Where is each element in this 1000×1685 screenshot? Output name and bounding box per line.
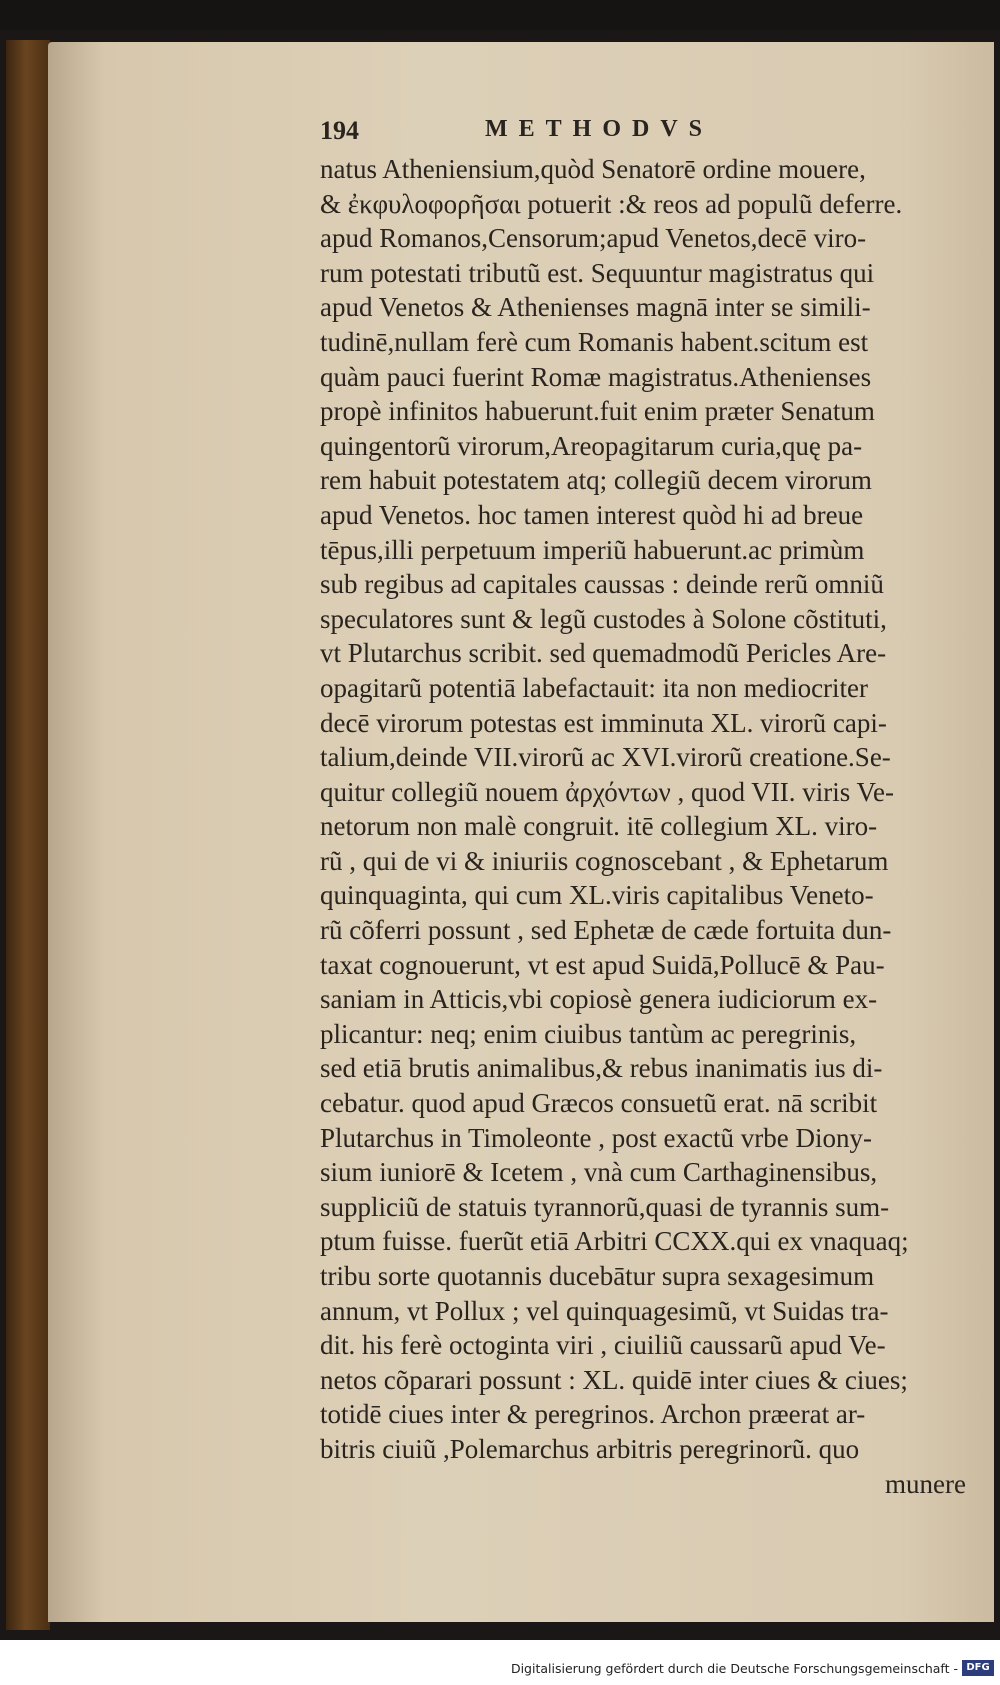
text-line: tēpus,illi perpetuum imperiũ habuerunt.ac primùm: [320, 534, 865, 565]
text-line: bitris ciuiũ ,Polemarchus arbitris peregrinorũ. quo: [320, 1433, 860, 1464]
text-line: & ἐκφυλοφορῆσαι potuerit :& reos ad populũ deferre.: [320, 188, 903, 219]
text-line: opagitarũ potentiā labefactauit: ita non mediocriter: [320, 672, 869, 703]
dfg-logo: DFG: [962, 1660, 994, 1676]
page-number: 194: [320, 116, 359, 145]
text-line: quàm pauci fuerint Romæ magistratus.Athenienses: [320, 361, 872, 392]
text-line: sub regibus ad capitales caussas : deinde rerũ omniũ: [320, 569, 884, 600]
text-line: saniam in Atticis,vbi copiosè genera iudiciorum ex-: [320, 984, 878, 1015]
catchword: munere: [885, 1468, 966, 1499]
text-line: rum potestati tributũ est. Sequuntur magistratus qui: [320, 257, 875, 288]
text-line: apud Romanos,Censorum;apud Venetos,decē viro-: [320, 223, 867, 254]
footer-credit: Digitalisierung gefördert durch die Deutsche Forschungsgemeinschaft -: [510, 1661, 958, 1676]
text-line: apud Venetos. hoc tamen interest quòd hi ad breue: [320, 499, 864, 530]
text-line: Plutarchus in Timoleonte , post exactũ vrbe Diony-: [320, 1122, 872, 1153]
text-line: natus Atheniensium,quòd Senatorē ordine mouere,: [320, 154, 866, 184]
text-line: dit. his ferè octoginta viri , ciuiliũ caussarũ apud Ve-: [320, 1330, 886, 1361]
text-line: sed etiā brutis animalibus,& rebus inanimatis ius di-: [320, 1053, 883, 1084]
text-line: rem habuit potestatem atq; collegiũ decem virorum: [320, 465, 872, 496]
page-text-block: [320, 112, 976, 1501]
text-line: tribu sorte quotannis ducebātur supra sexagesimum: [320, 1261, 875, 1291]
text-line: apud Venetos & Athenienses magnā inter se simili-: [320, 292, 871, 323]
text-line: ptum fuisse. fuerũt etiā Arbitri CCXX.qui ex vnaquaq;: [320, 1226, 909, 1257]
text-line: plicantur: neq; enim ciuibus tantùm ac peregrinis,: [320, 1018, 857, 1049]
text-line: tudinē,nullam ferè cum Romanis habent.scitum est: [320, 326, 869, 357]
text-line: quinquaginta, qui cum XL.viris capitalibus Veneto-: [320, 880, 874, 911]
text-line: annum, vt Pollux ; vel quinquagesimũ, vt Suidas tra-: [320, 1295, 889, 1326]
text-line: netorum non malè congruit. itē collegium XL. viro-: [320, 811, 878, 842]
text-line: vt Plutarchus scribit. sed quemadmodũ Pericles Are-: [320, 638, 887, 669]
text-line: taxat cognouerunt, vt est apud Suidā,Pollucē & Pau-: [320, 949, 885, 980]
text-line: talium,deinde VII.virorũ ac XVI.virorũ creatione.Se-: [320, 742, 891, 773]
body-text: [320, 152, 976, 1467]
text-line: propè infinitos habuerunt.fuit enim præter Senatum: [320, 396, 875, 427]
book-spine: [6, 40, 50, 1630]
text-line: speculatores sunt & legũ custodes à Solone cõstituti,: [320, 603, 887, 634]
running-head: METHODVS: [485, 116, 714, 142]
text-line: cebatur. quod apud Græcos consuetũ erat. nā scribit: [320, 1088, 878, 1119]
text-line: quingentorũ virorum,Areopagitarum curia,quę pa-: [320, 430, 863, 461]
text-line: sium iuniorē & Icetem , vnà cum Carthaginensibus,: [320, 1157, 878, 1188]
text-line: rũ , qui de vi & iniuriis cognoscebant , & Ephetarum: [320, 845, 889, 876]
text-line: totidē ciues inter & peregrinos. Archon præerat ar-: [320, 1399, 866, 1430]
text-line: rũ cõferri possunt , sed Ephetæ de cæde fortuita dun-: [320, 915, 892, 946]
text-line: suppliciũ de statuis tyrannorũ,quasi de tyrannis sum-: [320, 1191, 890, 1222]
text-line: netos cõparari possunt : XL. quidē inter ciues & ciues;: [320, 1364, 908, 1395]
text-line: quitur collegiũ nouem ἀρχόντων , quod VII. viris Ve-: [320, 776, 894, 807]
page-header: [320, 112, 976, 152]
footer-bar: [0, 1652, 1000, 1685]
text-line: decē virorum potestas est imminuta XL. virorũ capi-: [320, 707, 887, 738]
